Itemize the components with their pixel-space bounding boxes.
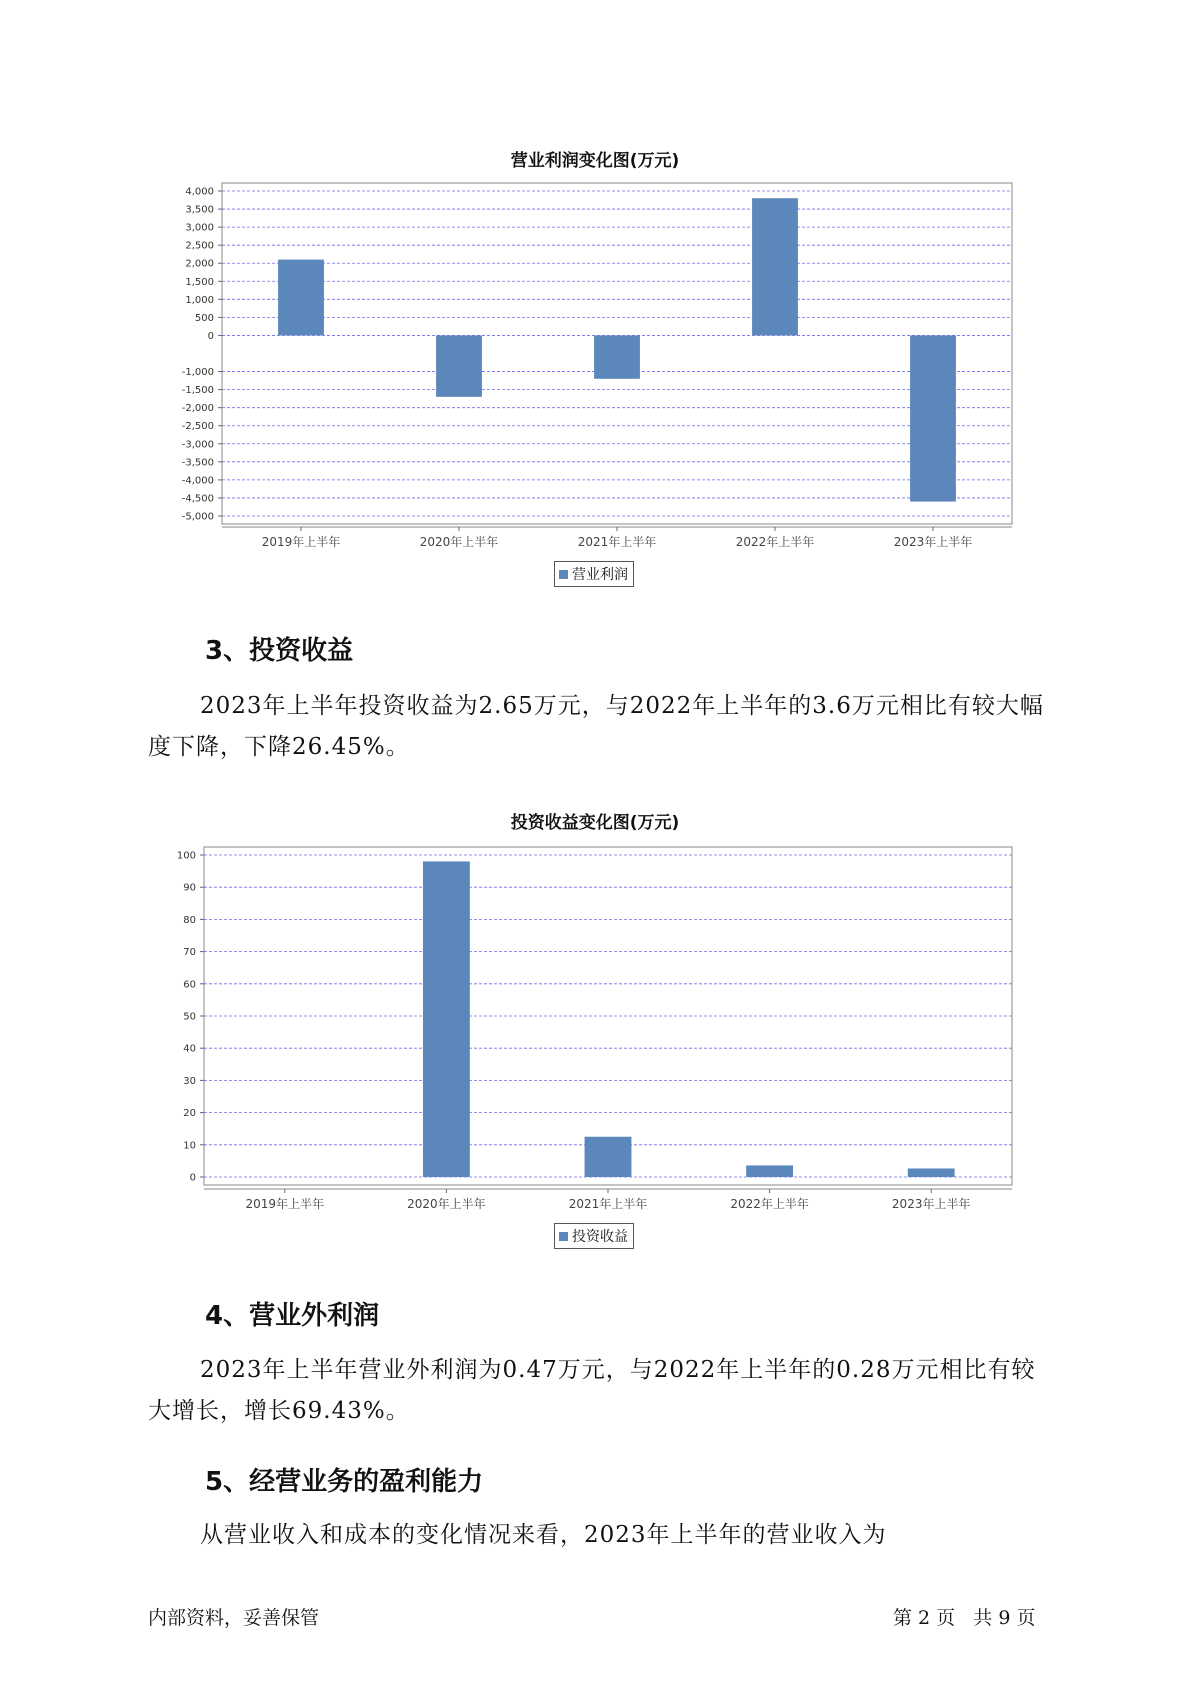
section-heading-non-operating: 4、营业外利润 [205,1301,380,1331]
y-tick-label: -4,500 [181,493,214,505]
x-tick-label: 2019年上半年 [245,1197,325,1211]
y-tick-label: 2,500 [185,240,214,252]
y-tick-label: 1,000 [185,294,214,306]
y-tick-label: 4,000 [185,186,214,198]
y-tick-label: 10 [183,1140,196,1152]
x-tick-label: 2021年上半年 [577,535,657,549]
x-tick-label: 2022年上半年 [730,1197,809,1211]
y-tick-label: 90 [183,882,196,894]
y-tick-label: 60 [183,979,196,991]
footer-page-number: 第 2 页 共 9 页 [893,1607,1036,1629]
y-tick-label: -5,000 [181,511,214,523]
x-tick-label: 2021年上半年 [568,1197,648,1211]
x-tick-label: 2020年上半年 [407,1197,486,1211]
y-tick-label: 2,000 [185,258,214,270]
y-tick-label: 1,500 [185,276,214,288]
y-tick-label: 70 [183,947,196,959]
section-heading-profitability: 5、经营业务的盈利能力 [205,1467,484,1497]
chart-legend-investment-income [554,1223,634,1249]
y-tick-label: 3,000 [185,222,214,234]
legend-swatch [559,1232,568,1241]
bar [908,1168,955,1177]
y-tick-label: 50 [183,1011,196,1023]
paragraph-non-operating: 2023年上半年营业外利润为0.47万元，与2022年上半年的0.28万元相比有较大增长，增长69.43%。 [148,1357,1036,1424]
y-tick-label: 500 [194,312,214,324]
x-tick-label: 2023年上半年 [891,1197,971,1211]
y-tick-label: 20 [183,1108,196,1120]
section-heading-investment: 3、投资收益 [205,636,354,666]
legend-label: 投资收益 [572,1229,628,1245]
chart-title-investment-income: 投资收益变化图(万元) [510,813,680,833]
y-tick-label: 40 [183,1043,196,1055]
bar [423,861,470,1177]
bar [585,1137,632,1177]
y-tick-label: 30 [183,1075,196,1087]
paragraph-profitability: 从营业收入和成本的变化情况来看，2023年上半年的营业收入为 [200,1522,887,1548]
paragraph-investment: 2023年上半年投资收益为2.65万元，与2022年上半年的3.6万元相比有较大幅度下降，下降26.45%。 [148,693,1044,760]
y-tick-label: -1,500 [181,385,214,397]
legend-label: 营业利润 [572,567,628,583]
y-tick-label: 80 [183,914,196,926]
chart-title-operating-profit: 营业利润变化图(万元) [510,151,680,171]
y-tick-label: 0 [207,330,214,342]
y-tick-label: -1,000 [181,367,214,379]
y-tick-label: 3,500 [185,204,214,216]
y-tick-label: -2,500 [181,421,214,433]
x-tick-label: 2022年上半年 [735,535,815,549]
y-tick-label: 100 [176,850,196,862]
x-tick-label: 2019年上半年 [261,535,341,549]
y-tick-label: 0 [189,1172,196,1184]
x-tick-label: 2023年上半年 [893,535,973,549]
y-tick-label: -2,000 [181,403,214,415]
bar [746,1165,793,1177]
y-tick-label: -4,000 [181,475,214,487]
y-tick-label: -3,500 [181,457,214,469]
y-tick-label: -3,000 [181,439,214,451]
footer-left: 内部资料，妥善保管 [148,1607,320,1629]
x-tick-label: 2020年上半年 [419,535,499,549]
